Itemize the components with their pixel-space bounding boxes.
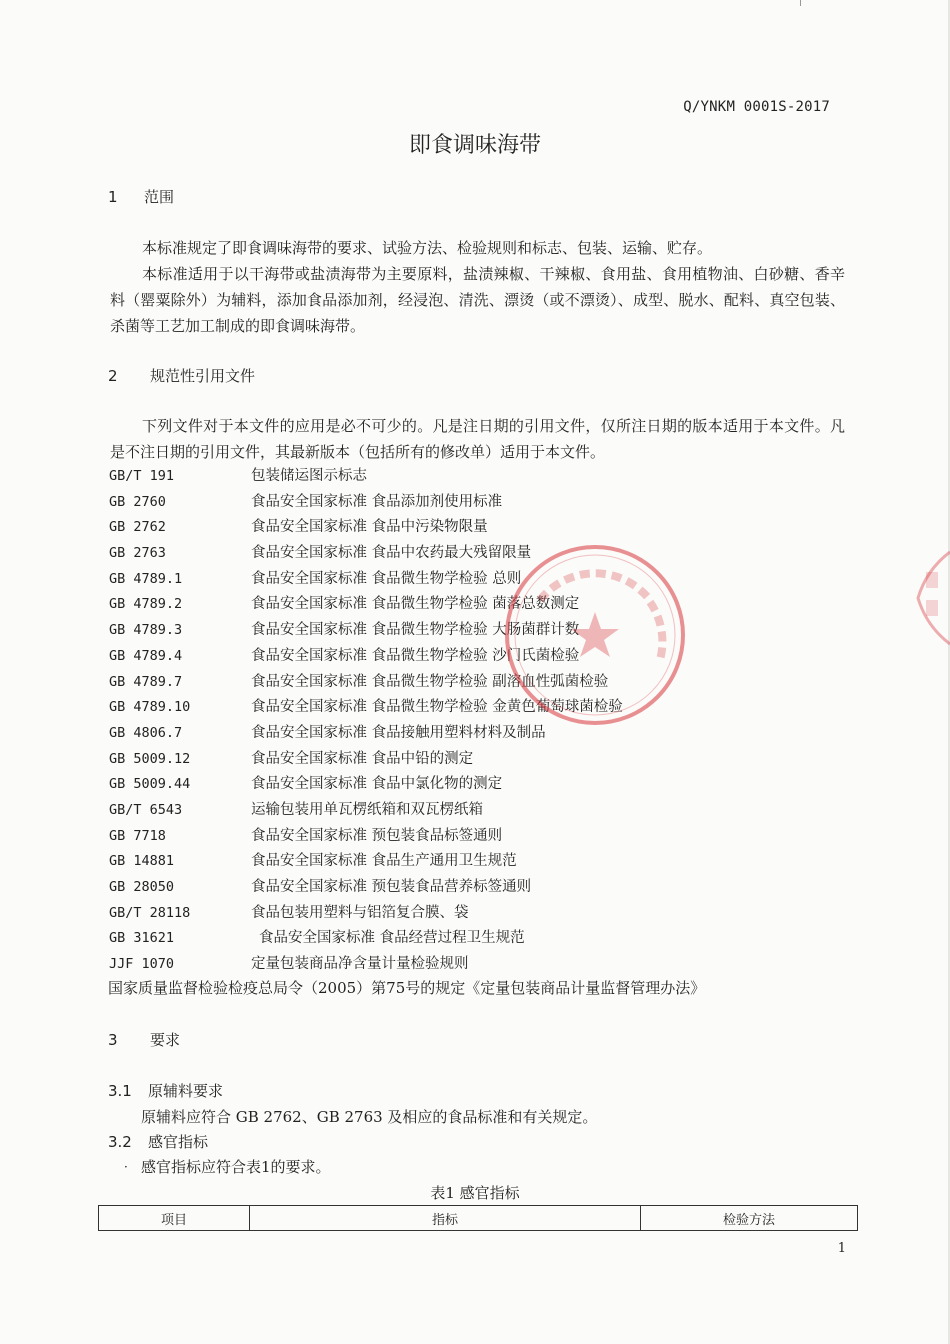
subsection-title: 感官指标 <box>148 1133 209 1151</box>
seal-star-icon <box>571 612 619 657</box>
reference-item <box>109 952 869 978</box>
reference-title: 食品安全国家标准 预包装食品标签通则 <box>251 827 503 844</box>
section-1-heading <box>108 186 174 207</box>
reference-item <box>109 875 869 901</box>
reference-title: 食品包装用塑料与铝箔复合膜、袋 <box>251 904 469 921</box>
section-2-heading <box>108 365 255 386</box>
company-seal-stamp <box>500 540 690 730</box>
reference-title: 食品安全国家标准 食品中污染物限量 <box>251 519 488 536</box>
reference-item <box>109 490 869 516</box>
seal-edge-fragment <box>912 548 950 648</box>
subsection-number: 3.1 <box>108 1082 132 1100</box>
reference-item <box>109 592 869 618</box>
reference-item <box>109 824 869 850</box>
reference-title: 食品安全国家标准 食品中农药最大残留限量 <box>251 545 532 562</box>
sensory-table <box>98 1205 858 1231</box>
reference-code: GB 2760 <box>109 493 166 510</box>
reference-list <box>109 464 869 978</box>
subsection-number: 3.2 <box>108 1133 132 1151</box>
subsection-title: 原辅料要求 <box>148 1082 224 1100</box>
reference-title: 食品安全国家标准 食品微生物学检验 沙门氏菌检验 <box>251 647 580 664</box>
reference-code: GB 4789.3 <box>109 622 183 639</box>
reference-note: 国家质量监督检验检疫总局令（2005）第75号的规定《定量包装商品计量监督管理办法》 <box>108 979 706 997</box>
paragraph: 本标准规定了即食调味海带的要求、试验方法、检验规则和标志、包装、运输、贮存。 <box>142 239 713 257</box>
reference-title: 定量包装商品净含量计量检验规则 <box>251 956 469 973</box>
subsection-3-2-heading <box>108 1131 208 1152</box>
reference-code: GB 31621 <box>109 930 175 947</box>
document-number: Q/YNKM 0001S-2017 <box>683 99 830 115</box>
reference-item <box>109 901 869 927</box>
reference-code: GB 4789.10 <box>109 699 191 716</box>
reference-title: 食品安全国家标准 食品微生物学检验 副溶血性弧菌检验 <box>251 673 609 690</box>
seal-fragment-ring <box>918 552 950 644</box>
seal-lettering-arc <box>650 602 662 660</box>
section-1-body <box>110 235 845 339</box>
reference-code: GB 2762 <box>109 519 166 536</box>
reference-code: GB 14881 <box>109 853 175 870</box>
reference-item <box>109 515 869 541</box>
reference-code: GB 4789.7 <box>109 673 183 690</box>
reference-item <box>109 926 869 952</box>
section-title: 规范性引用文件 <box>150 367 256 385</box>
paragraph: 下列文件对于本文件的应用是必不可少的。凡是注日期的引用文件，仅所注日期的版本适用于本文件。凡是不注日期的引用文件，其最新版本（包括所有的修改单）适用于本文件。 <box>110 417 845 461</box>
reference-item <box>109 464 869 490</box>
reference-item <box>109 567 869 593</box>
reference-code: JJF 1070 <box>109 956 175 973</box>
subsection-3-1-heading <box>108 1080 223 1101</box>
reference-code: GB/T 6543 <box>109 801 183 818</box>
reference-code: GB 2763 <box>109 545 166 562</box>
reference-item <box>109 747 869 773</box>
section-2-intro <box>110 413 845 465</box>
seal-fragment-glyph <box>926 600 938 616</box>
reference-item <box>109 695 869 721</box>
reference-code: GB/T 28118 <box>109 904 191 921</box>
reference-item <box>109 670 869 696</box>
reference-title: 食品安全国家标准 食品接触用塑料材料及制品 <box>251 724 546 741</box>
reference-title: 食品安全国家标准 食品经营过程卫生规范 <box>259 930 525 947</box>
reference-title: 食品安全国家标准 食品中铅的测定 <box>251 750 474 767</box>
reference-item <box>109 618 869 644</box>
reference-code: GB 7718 <box>109 827 166 844</box>
reference-title: 运输包装用单瓦楞纸箱和双瓦楞纸箱 <box>251 801 483 818</box>
section-number: 1 <box>108 188 118 206</box>
reference-title: 食品安全国家标准 食品微生物学检验 菌落总数测定 <box>251 596 580 613</box>
reference-title: 食品安全国家标准 食品添加剂使用标准 <box>251 493 503 510</box>
reference-code: GB 4789.4 <box>109 647 183 664</box>
table-header-cell: 检验方法 <box>641 1206 858 1231</box>
reference-code: GB 28050 <box>109 879 175 895</box>
section-number: 3 <box>108 1031 118 1049</box>
reference-code: GB 4806.7 <box>109 724 183 741</box>
paragraph: 本标准适用于以干海带或盐渍海带为主要原料，盐渍辣椒、干辣椒、食用盐、食用植物油、白砂糖、香辛料（罂粟除外）为辅料，添加食品添加剂，经浸泡、清洗、漂烫（或不漂烫）、成型、脱水、配料、真空包装、杀菌等工艺加工制成的即食调味海带。 <box>110 265 845 335</box>
section-title: 要求 <box>150 1031 181 1049</box>
reference-title: 食品安全国家标准 食品微生物学检验 总则 <box>251 570 522 587</box>
reference-title: 食品安全国家标准 食品中氯化物的测定 <box>251 776 503 793</box>
reference-item <box>109 644 869 670</box>
table-header-cell: 指标 <box>250 1206 641 1231</box>
subsection-3-1-text: 原辅料应符合 GB 2762、GB 2763 及相应的食品标准和有关规定。 <box>141 1108 598 1126</box>
table-header-row <box>99 1206 858 1231</box>
subsection-3-2-text: 感官指标应符合表1的要求。 <box>141 1158 331 1176</box>
reference-item <box>109 772 869 798</box>
stray-mark: · <box>124 1160 128 1174</box>
seal-fragment-glyph <box>926 572 938 588</box>
scan-mark <box>800 0 805 6</box>
section-number: 2 <box>108 367 118 385</box>
reference-item <box>109 849 869 875</box>
section-title: 范围 <box>144 188 175 206</box>
reference-code: GB 5009.44 <box>109 776 191 793</box>
reference-title: 食品安全国家标准 食品微生物学检验 金黄色葡萄球菌检验 <box>251 699 623 716</box>
reference-title: 食品安全国家标准 食品生产通用卫生规范 <box>251 853 517 870</box>
reference-title: 食品安全国家标准 预包装食品营养标签通则 <box>251 879 532 895</box>
reference-item <box>109 541 869 567</box>
page-title: 即食调味海带 <box>408 133 541 158</box>
reference-item <box>109 798 869 824</box>
section-3-heading <box>108 1029 180 1050</box>
reference-item <box>109 721 869 747</box>
reference-title: 食品安全国家标准 食品微生物学检验 大肠菌群计数 <box>251 622 580 639</box>
table-caption: 表1 感官指标 <box>430 1184 520 1202</box>
reference-code: GB/T 191 <box>109 468 175 484</box>
reference-title: 包装储运图示标志 <box>251 468 367 484</box>
table-header-cell: 项目 <box>99 1206 250 1231</box>
page-number: 1 <box>837 1241 846 1256</box>
reference-code: GB 5009.12 <box>109 750 191 767</box>
reference-code: GB 4789.2 <box>109 596 183 613</box>
seal-lettering-arc <box>540 573 650 600</box>
reference-code: GB 4789.1 <box>109 570 183 587</box>
